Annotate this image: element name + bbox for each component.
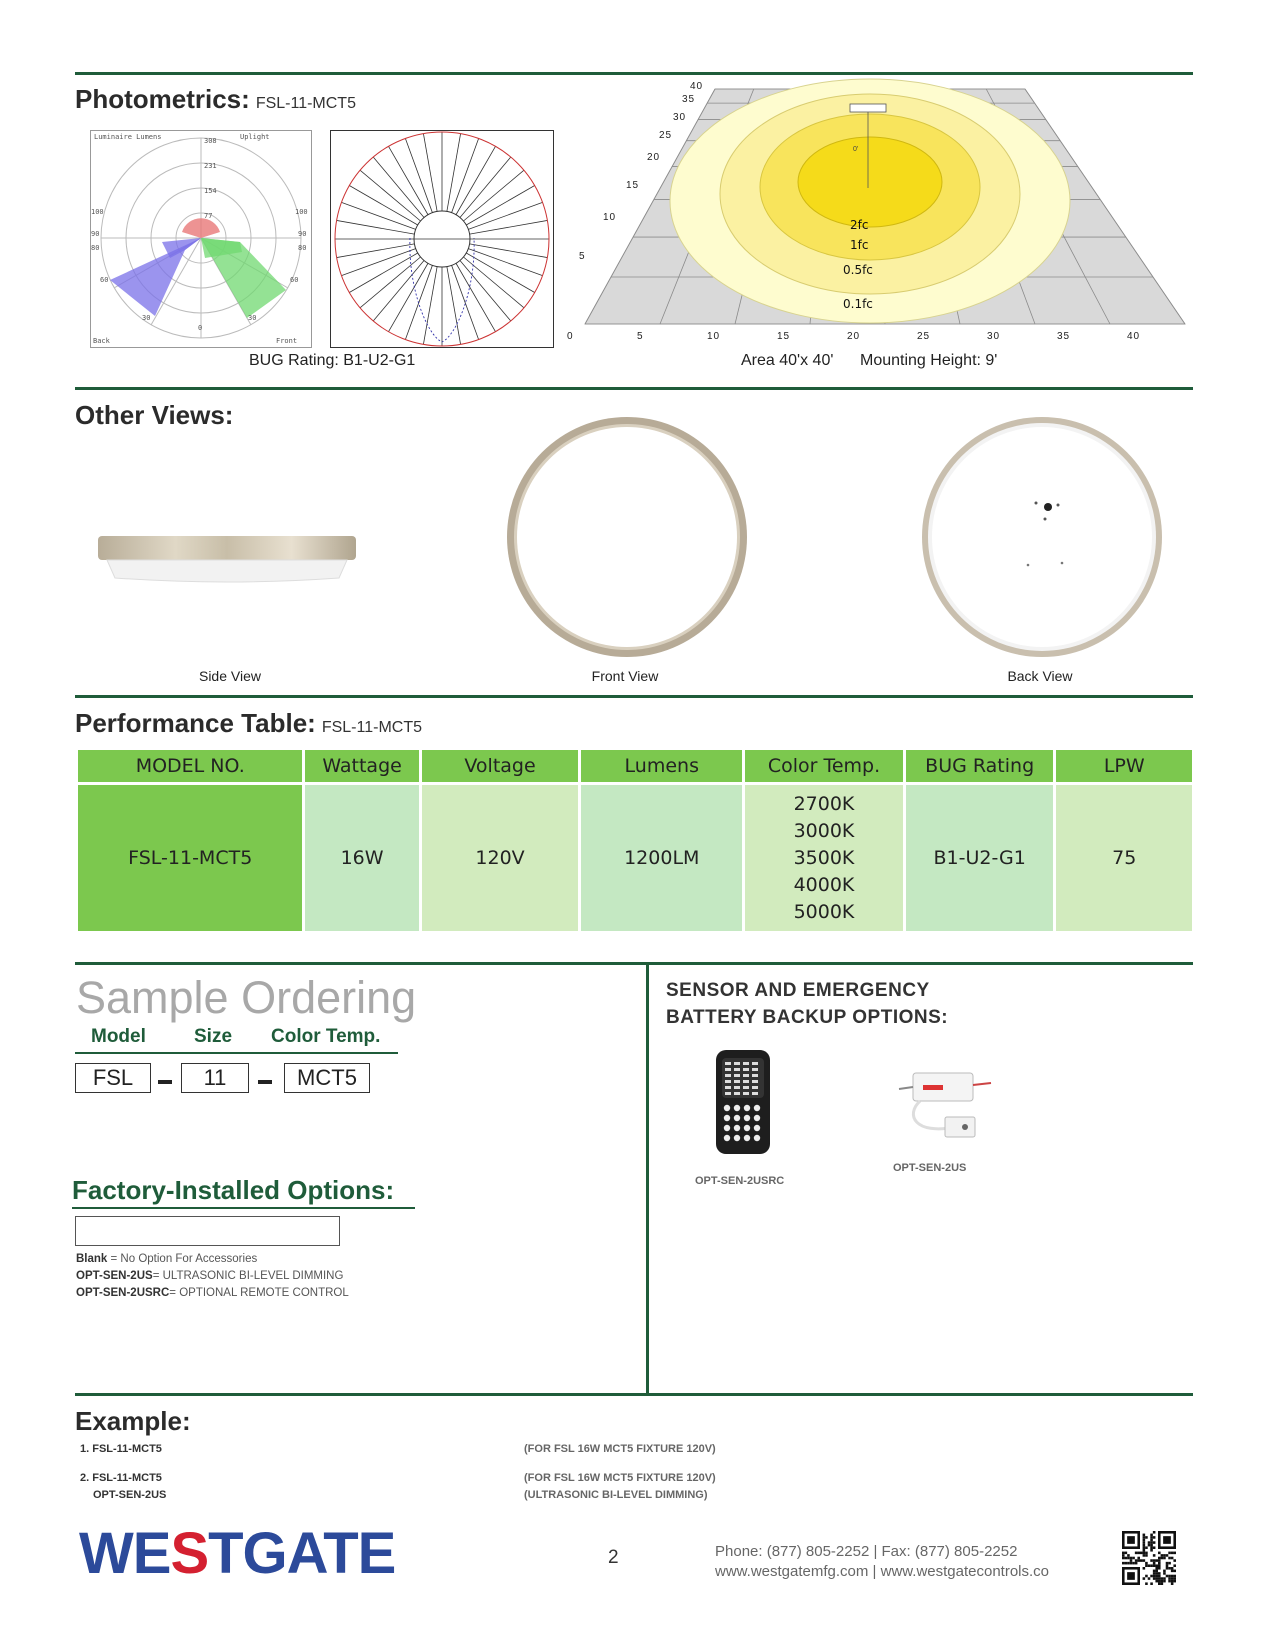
qr-module — [1132, 1562, 1135, 1565]
color-temp-value: 3500K — [793, 846, 855, 869]
qr-module — [1155, 1572, 1158, 1575]
qr-module — [1161, 1582, 1164, 1585]
qr-module — [1173, 1570, 1176, 1573]
remote-key — [743, 1062, 749, 1065]
qr-module — [1137, 1552, 1140, 1555]
y-tick-label: 30 — [673, 112, 687, 123]
factory-options-underline — [72, 1207, 415, 1209]
remote-key — [734, 1115, 740, 1121]
qr-module — [1143, 1544, 1146, 1547]
remote-key — [752, 1068, 758, 1071]
section-divider — [75, 1393, 1193, 1396]
qr-module — [1171, 1570, 1174, 1573]
qr-module — [1153, 1536, 1156, 1539]
contact-phone: Phone: (877) 805-2252 | Fax: (877) 805-2252 — [715, 1543, 1018, 1560]
cell-voltage: 120V — [422, 782, 579, 931]
remote-key — [744, 1105, 750, 1111]
qr-module — [1163, 1536, 1171, 1544]
column-divider — [646, 962, 649, 1394]
remote-key — [743, 1080, 749, 1083]
remote-key — [752, 1092, 758, 1095]
qr-module — [1150, 1564, 1153, 1567]
qr-module — [1155, 1567, 1158, 1570]
y-tick-label: 10 — [603, 212, 617, 223]
table-row — [78, 782, 1192, 931]
option-line-blank: Blank = No Option For Accessories — [76, 1253, 258, 1265]
qr-module — [1125, 1557, 1128, 1560]
qr-module — [1158, 1559, 1161, 1562]
angle-label: 0 — [198, 324, 203, 332]
performance-table — [75, 750, 1195, 931]
performance-title: Performance Table: — [75, 708, 316, 738]
back-view-caption: Back View — [1007, 668, 1073, 684]
qr-module — [1127, 1536, 1135, 1544]
header-lpw: LPW — [1056, 750, 1192, 782]
performance-model: FSL-11-MCT5 — [321, 719, 422, 736]
qr-module — [1127, 1554, 1130, 1557]
angle-label: 80 — [298, 244, 307, 252]
qr-module — [1171, 1552, 1174, 1555]
angle-label: 30 — [248, 314, 257, 322]
angle-label: 90 — [298, 230, 307, 238]
qr-module — [1148, 1541, 1151, 1544]
sensor-item-label: OPT-SEN-2US — [893, 1162, 967, 1174]
qr-module — [1161, 1577, 1164, 1580]
qr-module — [1158, 1564, 1161, 1567]
qr-module — [1145, 1536, 1148, 1539]
qr-module — [1130, 1559, 1133, 1562]
x-tick-label: 30 — [987, 331, 1001, 342]
factory-option-input[interactable] — [75, 1216, 340, 1246]
qr-module — [1145, 1554, 1148, 1557]
remote-key — [734, 1092, 740, 1095]
example-item: OPT-SEN-2US — [93, 1489, 167, 1501]
section-divider — [75, 962, 1193, 965]
back-view-image — [920, 415, 1165, 660]
y-tick-label: 20 — [647, 152, 661, 163]
qr-module — [1122, 1557, 1125, 1560]
x-tick-label: 10 — [707, 331, 721, 342]
order-label-model: Model — [91, 1026, 146, 1047]
y-tick-label: 40 — [690, 81, 704, 92]
ring-label: 231 — [204, 162, 217, 170]
qr-module — [1173, 1577, 1176, 1580]
header-color-temp: Color Temp. — [745, 750, 903, 782]
qr-module — [1153, 1531, 1156, 1534]
qr-module — [1155, 1570, 1158, 1573]
westgate-logo: WESTGATE — [79, 1521, 396, 1586]
order-box-model[interactable]: FSL — [75, 1063, 151, 1093]
qr-module — [1122, 1562, 1125, 1565]
other-views-heading: Other Views: — [75, 400, 234, 430]
remote-key — [744, 1115, 750, 1121]
mounting-caption: Mounting Height: 9' — [860, 352, 998, 369]
remote-key — [754, 1125, 760, 1131]
remote-key — [724, 1115, 730, 1121]
qr-module — [1153, 1541, 1156, 1544]
qr-module — [1163, 1557, 1166, 1560]
ring-label: 77 — [204, 212, 213, 220]
qr-module — [1173, 1580, 1176, 1583]
qr-module — [1137, 1559, 1140, 1562]
qr-module — [1127, 1572, 1135, 1580]
sensor-item-label: OPT-SEN-2USRC — [695, 1175, 785, 1187]
cell-lumens: 1200LM — [581, 782, 742, 931]
qr-module — [1153, 1572, 1156, 1575]
remote-key — [724, 1125, 730, 1131]
color-temp-value: 3000K — [793, 819, 855, 842]
header-voltage: Voltage — [422, 750, 579, 782]
example-item: 2. FSL-11-MCT5 — [80, 1472, 162, 1484]
remote-key — [725, 1092, 731, 1095]
remote-key — [724, 1105, 730, 1111]
polar-label-left: Luminaire Lumens — [94, 133, 162, 141]
qr-module — [1166, 1554, 1169, 1557]
qr-module — [1155, 1559, 1158, 1562]
qr-module — [1168, 1575, 1171, 1578]
color-temp-value: 5000K — [793, 900, 855, 923]
front-view-image — [505, 415, 750, 660]
factory-options-title: Factory-Installed Options: — [72, 1175, 395, 1205]
qr-module — [1158, 1562, 1161, 1565]
qr-module — [1150, 1549, 1153, 1552]
qr-module — [1150, 1575, 1153, 1578]
qr-module — [1171, 1567, 1174, 1570]
header-model: MODEL NO. — [78, 750, 302, 782]
qr-module — [1155, 1577, 1158, 1580]
option-line-2us: OPT-SEN-2US= ULTRASONIC BI-LEVEL DIMMING — [76, 1270, 344, 1282]
qr-module — [1158, 1572, 1161, 1575]
qr-module — [1143, 1552, 1146, 1555]
qr-module — [1161, 1554, 1164, 1557]
qr-module — [1125, 1552, 1128, 1555]
qr-module — [1132, 1557, 1135, 1560]
y-tick-label: 15 — [626, 180, 640, 191]
qr-module — [1150, 1544, 1153, 1547]
qr-module — [1130, 1557, 1133, 1560]
order-label-underline — [75, 1052, 398, 1054]
remote-key — [725, 1086, 731, 1089]
photometrics-model: FSL-11-MCT5 — [255, 95, 356, 112]
sensor-module-image — [895, 1065, 1005, 1145]
remote-key — [734, 1105, 740, 1111]
remote-key — [724, 1135, 730, 1141]
side-label-right: 100 — [295, 208, 308, 216]
iso-center-label: 0' — [853, 146, 859, 153]
qr-module — [1153, 1564, 1156, 1567]
qr-module — [1135, 1559, 1138, 1562]
cell-bug-rating: B1-U2-G1 — [906, 782, 1054, 931]
qr-module — [1143, 1577, 1146, 1580]
qr-module — [1171, 1582, 1174, 1585]
qr-module — [1127, 1557, 1130, 1560]
corner-front-label: Front — [276, 337, 298, 345]
header-bug-rating: BUG Rating — [906, 750, 1054, 782]
remote-key — [752, 1074, 758, 1077]
qr-module — [1122, 1552, 1125, 1555]
qr-module — [1143, 1567, 1146, 1570]
order-label-color-temp: Color Temp. — [271, 1026, 381, 1047]
qr-module — [1158, 1567, 1161, 1570]
qr-module — [1158, 1582, 1161, 1585]
remote-key — [734, 1125, 740, 1131]
qr-module — [1135, 1562, 1138, 1565]
qr-module — [1148, 1544, 1151, 1547]
section-divider — [75, 72, 1193, 75]
contour-label-01fc: 0.1fc — [843, 297, 873, 311]
qr-module — [1125, 1562, 1128, 1565]
qr-module — [1145, 1582, 1148, 1585]
side-label-left: 100 — [91, 208, 104, 216]
qr-module — [1163, 1580, 1166, 1583]
example-item: 1. FSL-11-MCT5 — [80, 1443, 162, 1455]
ring-label: 308 — [204, 137, 217, 145]
contour-label-1fc: 1fc — [850, 238, 869, 252]
qr-module — [1163, 1572, 1166, 1575]
front-view-caption: Front View — [591, 668, 659, 684]
qr-module — [1168, 1580, 1171, 1583]
qr-module — [1158, 1580, 1161, 1583]
x-tick-label: 40 — [1127, 331, 1141, 342]
remote-key — [752, 1062, 758, 1065]
remote-key — [725, 1062, 731, 1065]
photometrics-title: Photometrics: — [75, 84, 250, 114]
radial-grid-chart — [330, 130, 554, 348]
remote-key — [734, 1086, 740, 1089]
header-lumens: Lumens — [581, 750, 742, 782]
qr-module — [1171, 1580, 1174, 1583]
option-line-2usrc: OPT-SEN-2USRC= OPTIONAL REMOTE CONTROL — [76, 1287, 349, 1299]
cell-model: FSL-11-MCT5 — [78, 782, 302, 931]
order-box-color-temp[interactable]: MCT5 — [284, 1063, 370, 1093]
x-tick-label: 0 — [567, 331, 574, 342]
side-view-image — [95, 530, 360, 590]
qr-module — [1153, 1562, 1156, 1565]
remote-control-image — [712, 1048, 774, 1158]
polar-label-right: Uplight — [240, 133, 270, 141]
contour-label-05fc: 0.5fc — [843, 263, 873, 277]
qr-module — [1135, 1552, 1138, 1555]
qr-module — [1143, 1559, 1146, 1562]
qr-module — [1171, 1557, 1174, 1560]
qr-module — [1173, 1559, 1176, 1562]
qr-module — [1130, 1562, 1133, 1565]
qr-module — [1158, 1577, 1161, 1580]
qr-module — [1161, 1580, 1164, 1583]
x-tick-label: 35 — [1057, 331, 1071, 342]
qr-module — [1168, 1562, 1171, 1565]
qr-module — [1168, 1567, 1171, 1570]
sensor-title-line: SENSOR AND EMERGENCY — [666, 980, 930, 1001]
x-tick-label: 5 — [637, 331, 644, 342]
remote-key — [744, 1135, 750, 1141]
qr-module — [1158, 1575, 1161, 1578]
color-temp-value: 2700K — [793, 792, 855, 815]
remote-key — [754, 1135, 760, 1141]
ring-label: 154 — [204, 187, 217, 195]
remote-key — [754, 1105, 760, 1111]
angle-label: 90 — [91, 230, 100, 238]
cell-wattage: 16W — [305, 782, 418, 931]
isofootcandle-plot — [567, 81, 1185, 344]
qr-module — [1163, 1577, 1166, 1580]
remote-key — [744, 1125, 750, 1131]
x-tick-label: 25 — [917, 331, 931, 342]
qr-module — [1137, 1557, 1140, 1560]
qr-module — [1168, 1557, 1171, 1560]
qr-module — [1168, 1577, 1171, 1580]
order-label-size: Size — [194, 1026, 233, 1047]
header-wattage: Wattage — [305, 750, 418, 782]
qr-module — [1153, 1575, 1156, 1578]
qr-module — [1143, 1546, 1146, 1549]
qr-module — [1143, 1541, 1146, 1544]
table-header-row — [78, 750, 1192, 782]
qr-module — [1140, 1552, 1143, 1555]
qr-module — [1173, 1575, 1176, 1578]
remote-key — [743, 1068, 749, 1071]
qr-module — [1127, 1562, 1130, 1565]
qr-module — [1153, 1554, 1156, 1557]
qr-module — [1143, 1536, 1146, 1539]
candela-polar-chart — [90, 130, 312, 348]
qr-module — [1161, 1557, 1164, 1560]
example-description: (ULTRASONIC BI-LEVEL DIMMING) — [524, 1489, 708, 1501]
angle-label: 60 — [290, 276, 299, 284]
qr-module — [1145, 1552, 1148, 1555]
qr-module — [1166, 1564, 1169, 1567]
remote-key — [752, 1080, 758, 1083]
remote-key — [754, 1115, 760, 1121]
example-heading: Example: — [75, 1406, 191, 1436]
contact-web: www.westgatemfg.com | www.westgatecontrols.co — [715, 1563, 1050, 1580]
example-description: (FOR FSL 16W MCT5 FIXTURE 120V) — [524, 1472, 716, 1484]
color-temp-value: 4000K — [793, 873, 855, 896]
qr-module — [1140, 1559, 1143, 1562]
cell-lpw: 75 — [1056, 782, 1192, 931]
remote-key — [752, 1086, 758, 1089]
qr-module — [1153, 1570, 1156, 1573]
qr-module — [1150, 1536, 1153, 1539]
qr-module — [1148, 1577, 1151, 1580]
qr-module — [1163, 1554, 1166, 1557]
remote-key — [734, 1080, 740, 1083]
area-caption: Area 40'x 40' — [741, 352, 834, 369]
remote-key — [734, 1068, 740, 1071]
qr-module — [1153, 1546, 1156, 1549]
bug-rating-caption: BUG Rating: B1-U2-G1 — [249, 352, 416, 369]
x-tick-label: 20 — [847, 331, 861, 342]
remote-key — [734, 1062, 740, 1065]
remote-key — [743, 1092, 749, 1095]
order-separator — [158, 1080, 172, 1084]
x-tick-label: 15 — [777, 331, 791, 342]
qr-module — [1143, 1539, 1146, 1542]
sensor-title-line: BATTERY BACKUP OPTIONS: — [666, 1007, 949, 1028]
remote-key — [734, 1074, 740, 1077]
order-separator — [258, 1080, 272, 1084]
qr-module — [1171, 1577, 1174, 1580]
qr-module — [1143, 1554, 1146, 1557]
remote-key — [743, 1086, 749, 1089]
qr-module — [1143, 1549, 1146, 1552]
qr-module — [1155, 1580, 1158, 1583]
angle-label: 60 — [100, 276, 109, 284]
qr-module — [1150, 1534, 1153, 1537]
qr-module — [1122, 1554, 1125, 1557]
angle-label: 30 — [142, 314, 151, 322]
qr-module — [1150, 1582, 1153, 1585]
order-box-size[interactable]: 11 — [181, 1063, 249, 1093]
qr-code-icon[interactable] — [1122, 1531, 1176, 1585]
remote-key — [725, 1080, 731, 1083]
cell-color-temps — [745, 782, 903, 931]
qr-module — [1150, 1539, 1153, 1542]
qr-module — [1158, 1557, 1161, 1560]
qr-module — [1145, 1546, 1148, 1549]
remote-key — [725, 1068, 731, 1071]
qr-module — [1163, 1570, 1166, 1573]
qr-module — [1150, 1541, 1153, 1544]
y-tick-label: 5 — [579, 251, 586, 262]
sample-ordering-title: Sample Ordering — [76, 972, 417, 1023]
qr-module — [1145, 1575, 1148, 1578]
sensor-options-title — [666, 977, 948, 1031]
qr-module — [1153, 1577, 1156, 1580]
qr-module — [1150, 1546, 1153, 1549]
contour-label-2fc: 2fc — [850, 218, 869, 232]
example-description: (FOR FSL 16W MCT5 FIXTURE 120V) — [524, 1443, 716, 1455]
corner-back-label: Back — [93, 337, 110, 345]
qr-module — [1171, 1575, 1174, 1578]
qr-module — [1153, 1559, 1156, 1562]
qr-module — [1166, 1575, 1169, 1578]
page-number: 2 — [608, 1547, 619, 1568]
qr-module — [1150, 1559, 1153, 1562]
remote-key — [725, 1074, 731, 1077]
performance-heading — [75, 708, 422, 739]
qr-module — [1166, 1567, 1169, 1570]
qr-module — [1173, 1552, 1176, 1555]
qr-module — [1168, 1552, 1171, 1555]
qr-module — [1143, 1534, 1146, 1537]
remote-key — [743, 1074, 749, 1077]
y-tick-label: 35 — [682, 94, 696, 105]
photometrics-heading — [75, 84, 356, 115]
qr-module — [1148, 1564, 1151, 1567]
qr-module — [1166, 1562, 1169, 1565]
qr-module — [1155, 1564, 1158, 1567]
qr-module — [1155, 1575, 1158, 1578]
qr-module — [1173, 1564, 1176, 1567]
qr-module — [1158, 1552, 1161, 1555]
y-tick-label: 25 — [659, 130, 673, 141]
section-divider — [75, 695, 1193, 698]
qr-module — [1145, 1564, 1148, 1567]
remote-key — [734, 1135, 740, 1141]
section-divider — [75, 387, 1193, 390]
side-view-caption: Side View — [198, 668, 261, 684]
qr-module — [1145, 1562, 1148, 1565]
angle-label: 80 — [91, 244, 100, 252]
